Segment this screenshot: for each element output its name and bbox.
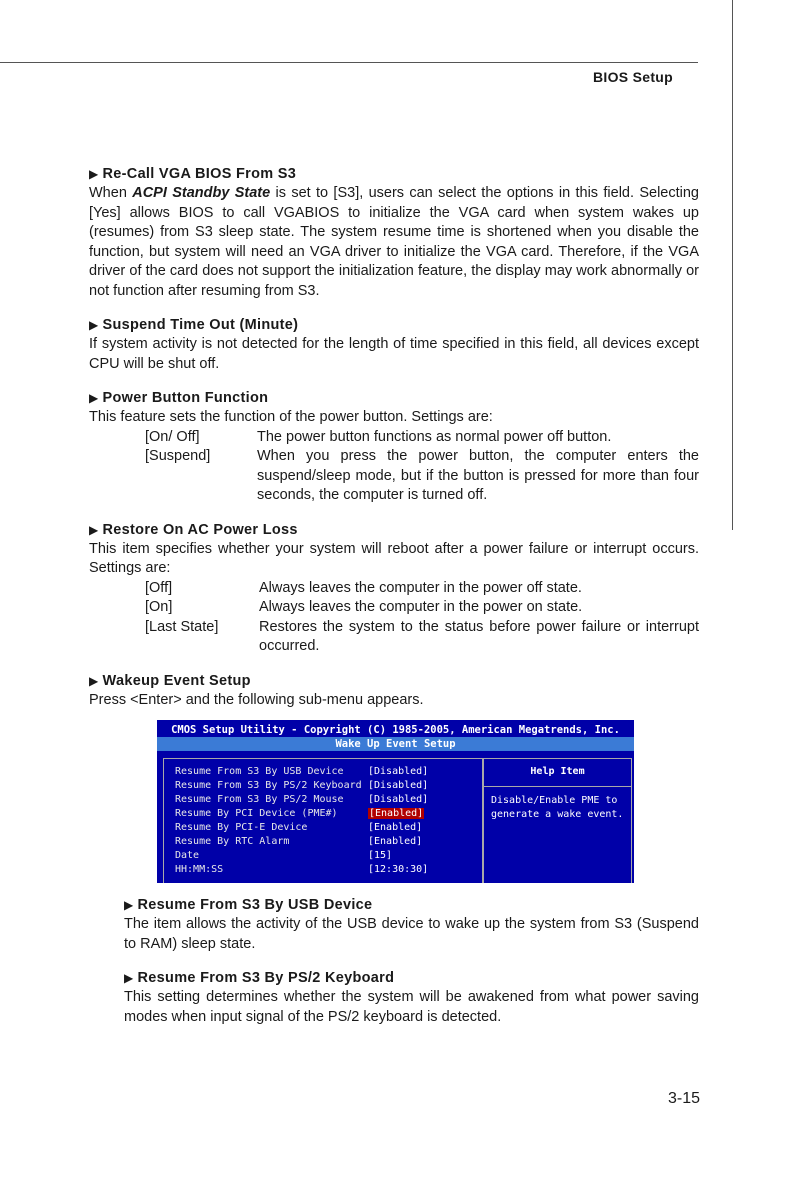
bios-help-panel	[483, 758, 632, 883]
arrow-icon: ▶	[124, 898, 134, 912]
running-header: BIOS Setup	[592, 69, 673, 85]
section-wakeup-event	[89, 672, 699, 711]
bios-row[interactable]: Date [15]	[175, 850, 393, 861]
section-resume-usb	[124, 896, 699, 954]
bios-row[interactable]: Resume From S3 By PS/2 Keyboard [Disabled]	[175, 780, 429, 791]
section-recall-vga	[89, 165, 699, 301]
option-list	[89, 579, 699, 657]
section-heading: ▶ Wakeup Event Setup	[89, 672, 251, 689]
arrow-icon: ▶	[89, 391, 99, 405]
option-item: [On] Always leaves the computer in the power on state.	[145, 599, 583, 615]
section-resume-ps2-keyboard	[124, 969, 699, 1027]
bios-help-text: Disable/Enable PME to generate a wake event.	[491, 795, 624, 820]
option-item: [On/ Off] The power button functions as normal power off button.	[145, 428, 612, 445]
bios-subtitle-bar	[157, 737, 634, 751]
section-heading: ▶ Resume From S3 By PS/2 Keyboard	[124, 970, 395, 986]
section-heading: ▶ Re-Call VGA BIOS From S3	[89, 166, 297, 182]
arrow-icon: ▶	[89, 522, 99, 537]
section-heading: ▶ Restore On AC Power Loss	[89, 521, 298, 538]
bios-row[interactable]: Resume By PCI-E Device [Enabled]	[175, 822, 423, 833]
page-number: 3-15	[667, 1090, 700, 1107]
bios-row-selected[interactable]: Resume By PCI Device (PME#) [Enabled]	[175, 808, 424, 819]
header-rule	[0, 62, 698, 63]
bios-row[interactable]: Resume From S3 By PS/2 Mouse [Disabled]	[175, 794, 429, 805]
option-item: [Off] Always leaves the computer in the power off state.	[145, 579, 582, 596]
bios-subtitle: Wake Up Event Setup	[335, 738, 456, 750]
bios-row[interactable]: Resume From S3 By USB Device [Disabled]	[175, 766, 429, 777]
arrow-icon: ▶	[89, 167, 99, 181]
arrow-icon: ▶	[89, 673, 99, 688]
main-content	[89, 165, 699, 725]
section-body: When ACPI Standby State is set to [S3], users can select the options in this field. Selecting [Yes] allows BIOS to call VGABIOS to initialize the VGA card when system wakes up (resumes) from S3 sleep state. The system resume time is shortened when you disable the function, but system will need an VGA driver to initialize the VGA card. Therefore, if the VGA driver of the card does not support the initialization feature, the display may work abnormally or not function after resuming from S3.	[89, 185, 699, 299]
emphasis: ACPI Standby State	[132, 185, 271, 201]
section-heading: ▶ Power Button Function	[89, 390, 269, 406]
section-restore-ac	[89, 521, 699, 657]
arrow-icon: ▶	[124, 971, 134, 985]
section-heading: ▶ Suspend Time Out (Minute)	[89, 317, 299, 333]
sub-content	[124, 896, 699, 1042]
section-body: This setting determines whether the system will be awakened from what power saving modes when input signal of the PS/2 keyboard is detected.	[124, 989, 699, 1025]
bios-settings-panel	[163, 758, 483, 883]
section-suspend-timeout	[89, 316, 699, 374]
option-item: [Suspend] When you press the power button, the computer enters the suspend/sleep mode, but if the button is pressed for more than four seconds, the computer is turned off.	[145, 448, 699, 503]
bios-row[interactable]: HH:MM:SS [12:30:30]	[175, 864, 429, 875]
bios-help-title: Help Item	[484, 759, 631, 787]
bios-screenshot	[157, 720, 634, 883]
section-heading: ▶ Resume From S3 By USB Device	[124, 897, 373, 913]
bios-title: CMOS Setup Utility - Copyright (C) 1985-2005, American Megatrends, Inc.	[171, 724, 620, 736]
section-body: The item allows the activity of the USB device to wake up the system from S3 (Suspend to RAM) sleep state.	[124, 916, 699, 952]
bios-row[interactable]: Resume By RTC Alarm [Enabled]	[175, 836, 423, 847]
side-rule	[732, 0, 733, 530]
option-item: [Last State] Restores the system to the status before power failure or interrupt occurred.	[145, 618, 699, 654]
section-body: This item specifies whether your system will reboot after a power failure or interrupt occurs. Settings are:	[89, 540, 699, 576]
section-body: This feature sets the function of the power button. Settings are:	[89, 409, 493, 425]
option-list	[89, 428, 699, 506]
arrow-icon: ▶	[89, 318, 99, 332]
section-body: If system activity is not detected for the length of time specified in this field, all devices except CPU will be shut off.	[89, 336, 699, 372]
section-body: Press <Enter> and the following sub-menu appears.	[89, 691, 424, 708]
section-power-button	[89, 389, 699, 506]
